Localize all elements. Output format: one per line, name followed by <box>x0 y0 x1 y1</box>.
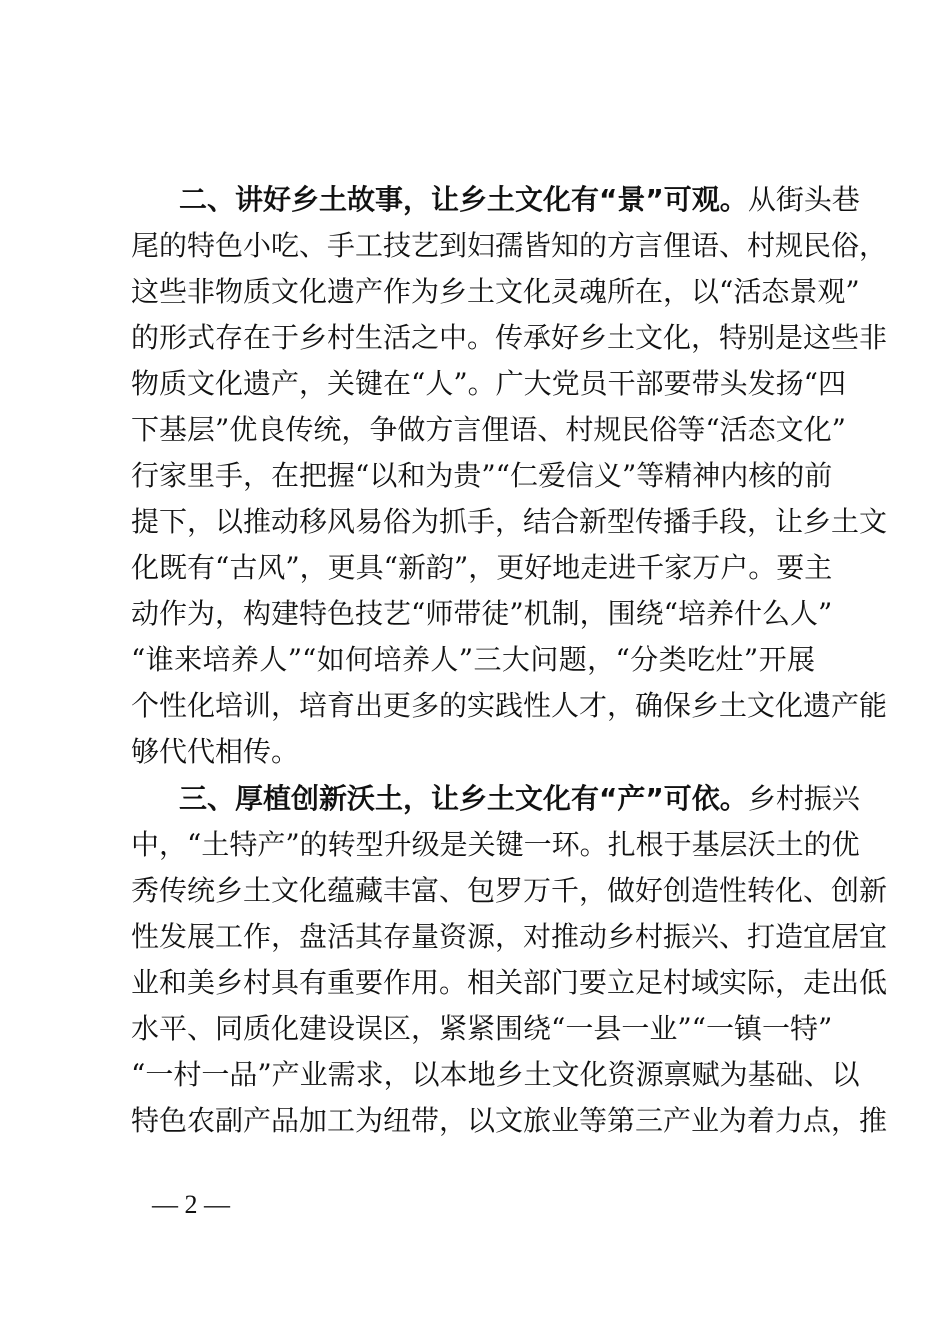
section-3-heading: 三、厚植创新沃土，让乡土文化有“产”可依。 <box>179 782 748 815</box>
section-2-line: “谁来培养人”“如何培养人”三大问题，“分类吃灶”开展 <box>131 643 815 676</box>
section-2-line: 尾的特色小吃、手工技艺到妇孺皆知的方言俚语、村规民俗， <box>131 229 888 262</box>
section-2-line: 提下，以推动移风易俗为抓手，结合新型传播手段，让乡土文 <box>131 505 888 538</box>
page-number: — 2 — <box>152 1190 230 1219</box>
section-3-line-1 <box>179 776 860 822</box>
section-3-line: 特色农副产品加工为纽带，以文旅业等第三产业为着力点，推 <box>131 1104 888 1137</box>
section-3-line: 水平、同质化建设误区，紧紧围绕“一县一业”“一镇一特” <box>131 1012 833 1045</box>
section-3-line-1-text: 乡村振兴 <box>747 782 860 815</box>
section-2-heading: 二、讲好乡土故事，让乡土文化有“景”可观。 <box>179 183 748 216</box>
section-2-line: 化既有“古风”，更具“新韵”，更好地走进千家万户。要主 <box>131 551 833 584</box>
section-2-line: 动作为，构建特色技艺“师带徒”机制，围绕“培养什么人” <box>131 597 833 630</box>
section-2-line: 下基层”优良传统，争做方言俚语、村规民俗等“活态文化” <box>131 413 846 446</box>
section-2-line-1 <box>179 177 860 223</box>
section-3-line: 秀传统乡土文化蕴藏丰富、包罗万千，做好创造性转化、创新 <box>131 874 888 907</box>
section-3-line: “一村一品”产业需求，以本地乡土文化资源禀赋为基础、以 <box>131 1058 860 1091</box>
section-2-line: 的形式存在于乡村生活之中。传承好乡土文化，特别是这些非 <box>131 321 888 354</box>
section-2-line-1-text: 从街头巷 <box>747 183 860 216</box>
section-2-line: 行家里手，在把握“以和为贵”“仁爱信义”等精神内核的前 <box>131 459 833 492</box>
section-2-line: 够代代相传。 <box>131 735 300 768</box>
section-2-line: 物质文化遗产，关键在“人”。广大党员干部要带头发扬“四 <box>131 367 846 400</box>
section-2-line: 这些非物质文化遗产作为乡土文化灵魂所在，以“活态景观” <box>131 275 860 308</box>
section-2-line: 个性化培训，培育出更多的实践性人才，确保乡土文化遗产能 <box>131 689 888 722</box>
section-3-line: 性发展工作，盘活其存量资源，对推动乡村振兴、打造宜居宜 <box>131 920 888 953</box>
section-3-line: 业和美乡村具有重要作用。相关部门要立足村域实际，走出低 <box>131 966 888 999</box>
section-3-line: 中，“土特产”的转型升级是关键一环。扎根于基层沃土的优 <box>131 828 860 861</box>
